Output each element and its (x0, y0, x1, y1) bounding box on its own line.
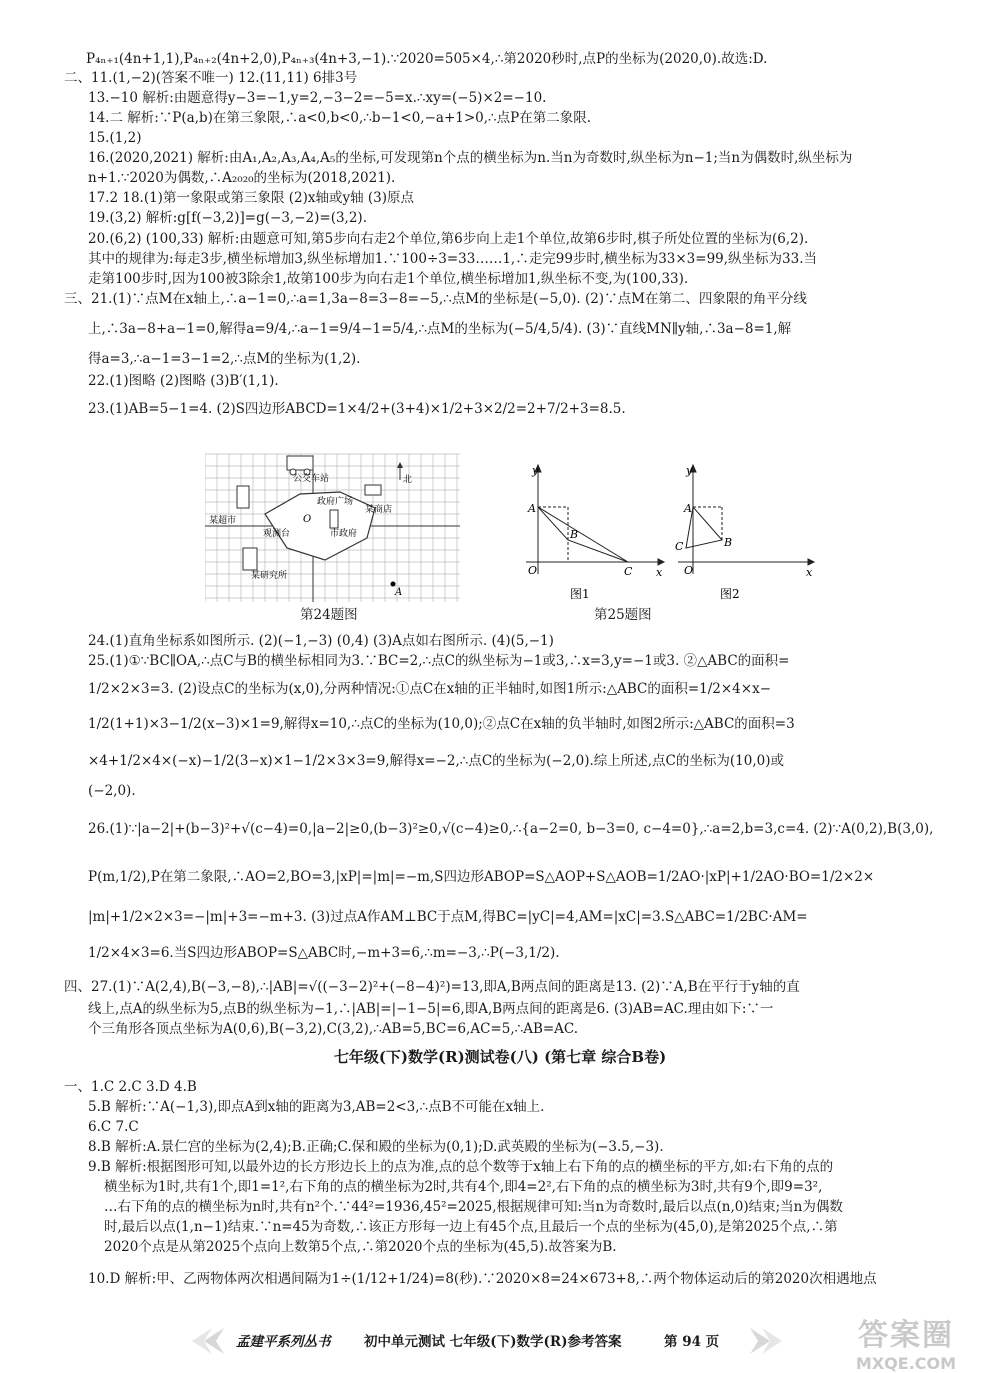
answer-line: ×4+1/2×4×(−x)−1/2(3−x)×1−1/2×3×3=9,解得x=−2,∴点C的坐标为(−2,0).综上所述,点C的坐标为(10,0)或 (88, 753, 784, 769)
figure-25-caption: 第25题图 (594, 607, 652, 623)
answer-line: 横坐标为1时,共有1个,即1=1²,右下角的点的横坐标为2时,共有4个,即4=2²,右下角的点的横坐标为3时,共有9个,即9=3², (104, 1179, 823, 1195)
answer-line: 时,最后以点(1,n−1)结束.∵n=45为奇数,∴该正方形每一边上有45个点,且最后一个点的坐标为(45,0),是第2025个点,∴第 (104, 1219, 838, 1235)
answer-line: 19.(3,2) 解析:g[f(−3,2)]=g(−3,−2)=(3,2). (88, 210, 367, 226)
answer-line: 上,∴3a−8+a−1=0,解得a=9/4,∴a−1=9/4−1=5/4,∴点M的坐标为(−5/4,5/4). (3)∵直线MN∥y轴,∴3a−8=1,解 (88, 321, 792, 337)
answer-line: 24.(1)直角坐标系如图所示. (2)(−1,−3) (0,4) (3)A点如右图所示. (4)(5,−1) (88, 633, 554, 649)
answer-line: 26.(1)∵|a−2|+(b−3)²+√(c−4)=0,|a−2|≥0,(b−3)²≥0,√(c−4)≥0,∴{a−2=0, b−3=0, c−4=0},∴a=2,b=3,c=4. (2)∵A(0,2),B(3,0), (88, 821, 934, 837)
label-origin: O (303, 514, 312, 525)
label-north: 北 (403, 475, 413, 485)
prev-page-arrow-icon (190, 1326, 226, 1356)
label-supermarket: 某超市 (209, 516, 237, 526)
label-city-hall: 市政府 (330, 529, 358, 539)
answer-line: 其中的规律为:每走3步,横坐标增加3,纵坐标增加1.∵100÷3=33……1,∴走完99步时,横坐标为33×3=99,纵坐标为33.当 (88, 251, 818, 267)
answer-line: 四、27.(1)∵A(2,4),B(−3,−8),∴|AB|=√((−3−2)²+(−8−4)²)=13,即A,B两点间的距离是13. (2)∵A,B在平行于y轴的直 (64, 979, 800, 995)
fig2-point-a: A (684, 502, 692, 515)
fig2-point-c: C (675, 540, 684, 553)
fig1-caption: 图1 (570, 587, 590, 601)
watermark-logo: 答案圈 MXQE.COM (855, 1318, 957, 1373)
fig2-x-label: x (806, 566, 813, 579)
answer-line: 1/2×4×3=6.当S四边形ABOP=S△ABC时,−m+3=6,∴m=−3,∴P(−3,1/2). (88, 945, 560, 961)
answer-line: 8.B 解析:A.景仁宫的坐标为(2,4);B.正确;C.保和殿的坐标为(0,1);D.武英殿的坐标为(−3.5,−3). (88, 1139, 664, 1155)
answer-line: (−2,0). (88, 783, 136, 799)
answer-line: 6.C 7.C (88, 1119, 139, 1135)
section-title: 七年级(下)数学(R)测试卷(八) (第七章 综合B卷) (333, 1048, 667, 1066)
answer-line: 9.B 解析:根据图形可知,以最外边的长方形边长上的点为准,点的总个数等于x轴上右下角的点的横坐标的平方,如:右下角的点的 (88, 1159, 834, 1175)
answer-line: 1/2×2×3=3. (2)设点C的坐标为(x,0),分两种情况:①点C在x轴的正半轴时,如图1所示:△ABC的面积=1/2×4×x− (88, 681, 772, 697)
label-shop: 某商店 (365, 505, 393, 515)
fig1-origin: O (528, 564, 538, 577)
answer-line: 17.2 18.(1)第一象限或第三象限 (2)x轴或y轴 (3)原点 (88, 190, 415, 206)
label-institute: 某研究所 (251, 571, 288, 581)
answer-line: P(m,1/2),P在第二象限,∴AO=2,BO=3,|xP|=|m|=−m,S四边形ABOP=S△AOP+S△AOB=1/2AO·|xP|+1/2AO·BO=1/2×2× (88, 869, 875, 885)
fig1-point-b: B (570, 528, 579, 541)
figure-25 (508, 462, 818, 602)
answer-line: 16.(2020,2021) 解析:由A₁,A₂,A₃,A₄,A₅的坐标,可发现第n个点的横坐标为n.当n为奇数时,纵坐标为n−1;当n为偶数时,纵坐标为 (88, 150, 853, 166)
answer-line: 线上,点A的纵坐标为5,点B的纵坐标为−1,∴|AB|=|−1−5|=6,即A,B两点间的距离是6. (3)AB=AC.理由如下:∵一 (88, 1001, 774, 1017)
fig1-x-label: x (656, 566, 663, 579)
answer-line: 15.(1,2) (88, 130, 142, 146)
footer-series: 孟建平系列丛书 (236, 1334, 331, 1350)
answer-line: |m|+1/2×2×3=−|m|+3=−m+3. (3)过点A作AM⊥BC于点M,得BC=|yC|=4,AM=|xC|=3.S△ABC=1/2BC·AM= (88, 909, 808, 925)
fig1-point-a: A (528, 502, 536, 515)
answer-line: 2020个点是从第2025个点向上数第5个点,∴第2020个点的坐标为(45,5).故答案为B. (104, 1239, 617, 1255)
answer-line: 14.二 解析:∵P(a,b)在第三象限,∴a<0,b<0,∴b−1<0,−a+1>0,∴点P在第二象限. (88, 110, 592, 126)
answer-line: 10.D 解析:甲、乙两物体两次相遇间隔为1÷(1/12+1/24)=8(秒).∵2020×8=24×673+8,∴两个物体运动后的第2020次相遇地点 (88, 1271, 877, 1287)
fig2-origin: O (684, 564, 694, 577)
answer-line: 5.B 解析:∵A(−1,3),即点A到x轴的距离为3,AB=2<3,∴点B不可能在x轴上. (88, 1099, 545, 1115)
figure-24-caption: 第24题图 (300, 607, 358, 623)
footer-page-number: 第 94 页 (664, 1334, 720, 1350)
answer-line: 23.(1)AB=5−1=4. (2)S四边形ABCD=1×4/2+(3+4)×1/2+3×2/2=2+7/2+3=8.5. (88, 401, 626, 417)
answer-line: 20.(6,2) (100,33) 解析:由题意可知,第5步向右走2个单位,第6步向上走1个单位,故第6步时,棋子所处位置的坐标为(6,2). (88, 231, 809, 247)
figure-24 (205, 452, 465, 604)
next-page-arrow-icon (748, 1326, 784, 1356)
answer-line: 走第100步时,因为100被3除余1,故第100步为向右走1个单位,横坐标增加1,纵坐标不变,为(100,33). (88, 271, 689, 287)
answer-line: 22.(1)图略 (2)图略 (3)B′(1,1). (88, 373, 279, 389)
label-watchtower: 观测台 (263, 529, 291, 539)
answer-line: 1/2(1+1)×3−1/2(x−3)×1=9,解得x=10,∴点C的坐标为(10,0);②点C在x轴的负半轴时,如图2所示:△ABC的面积=3 (88, 716, 795, 732)
label-bus-station: 公交车站 (293, 474, 330, 484)
answer-line: 个三角形各顶点坐标为A(0,6),B(−3,2),C(3,2),∴AB=5,BC=6,AC=5,∴AB=AC. (88, 1021, 579, 1037)
fig1-point-c: C (624, 565, 633, 578)
answer-line: 一、1.C 2.C 3.D 4.B (64, 1079, 197, 1095)
answer-line: P₄ₙ₊₁(4n+1,1),P₄ₙ₊₂(4n+2,0),P₄ₙ₊₃(4n+3,−1).∵2020=505×4,∴第2020秒时,点P的坐标为(2020,0).故选:D. (86, 51, 768, 67)
fig2-caption: 图2 (720, 587, 740, 601)
label-government-square: 政府广场 (317, 497, 354, 507)
label-point-a: A (395, 587, 403, 598)
footer-book-title: 初中单元测试 七年级(下)数学(R)参考答案 (364, 1334, 622, 1350)
fig2-point-b: B (724, 536, 733, 549)
answer-line: 三、21.(1)∵点M在x轴上,∴a−1=0,∴a=1,3a−8=3−8=−5,∴点M的坐标是(−5,0). (2)∵点M在第二、四象限的角平分线 (64, 291, 807, 307)
fig2-y-label: y (686, 464, 693, 477)
answer-line: 二、11.(1,−2)(答案不唯一) 12.(11,11) 6排3号 (64, 70, 358, 86)
answer-line: n+1.∵2020为偶数,∴A₂₀₂₀的坐标为(2018,2021). (88, 170, 396, 186)
answer-line: 25.(1)①∵BC∥OA,∴点C与B的横坐标相同为3.∵BC=2,∴点C的纵坐标为−1或3,∴x=3,y=−1或3. ②△ABC的面积= (88, 653, 790, 669)
answer-line: 13.−10 解析:由题意得y−3=−1,y=2,−3−2=−5=x.∴xy=(−5)×2=−10. (88, 90, 547, 106)
answer-line: 得a=3,∴a−1=3−1=2,∴点M的坐标为(1,2). (88, 351, 361, 367)
fig1-y-label: y (532, 464, 539, 477)
answer-line: …右下角的点的横坐标为n时,共有n²个.∵44²=1936,45²=2025,根据规律可知:当n为奇数时,最后以点(n,0)结束;当n为偶数 (104, 1199, 843, 1215)
